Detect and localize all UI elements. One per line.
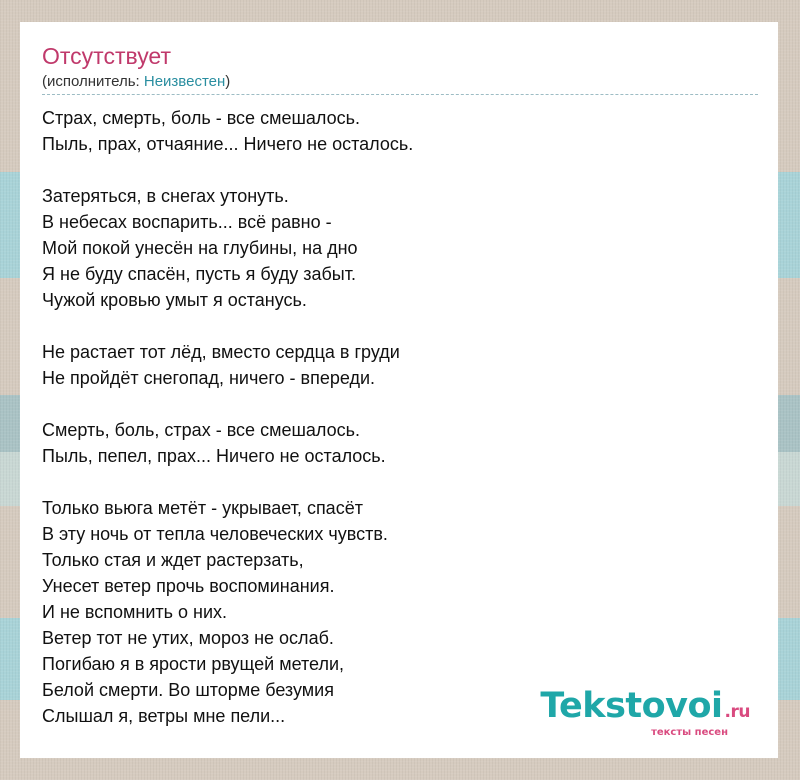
lyrics-text — [42, 105, 756, 729]
lyric-line: Слышал я, ветры мне пели... — [42, 706, 286, 726]
lyrics-card — [20, 22, 778, 758]
logo-tagline: тексты песен — [651, 727, 728, 738]
stanza — [42, 417, 756, 469]
lyric-line: В эту ночь от тепла человеческих чувств. — [42, 524, 388, 544]
song-title: Отсутствует — [42, 43, 171, 69]
site-logo[interactable] — [540, 688, 750, 738]
lyric-line: Пыль, пепел, прах... Ничего не осталось. — [42, 446, 386, 466]
lyric-line: Не растает тот лёд, вместо сердца в груди — [42, 342, 400, 362]
lyric-line: Унесет ветер прочь воспоминания. — [42, 576, 335, 596]
stanza — [42, 183, 756, 313]
stanza — [42, 339, 756, 391]
lyric-line: Страх, смерть, боль - все смешалось. — [42, 108, 360, 128]
lyric-line: Только стая и ждет растерзать, — [42, 550, 304, 570]
lyric-line: Пыль, прах, отчаяние... Ничего не осталось. — [42, 134, 414, 154]
lyric-line: В небесах воспарить... всё равно - — [42, 212, 332, 232]
artist-prefix: (исполнитель: — [42, 73, 144, 90]
lyric-line: Мой покой унесён на глубины, на дно — [42, 238, 358, 258]
logo-wordmark — [540, 688, 750, 730]
artist-suffix: ) — [225, 73, 231, 90]
lyric-line: Только вьюга метёт - укрывает, спасёт — [42, 498, 363, 518]
lyric-line: Погибаю я в ярости рвущей метели, — [42, 654, 345, 674]
lyric-line: Белой смерти. Во шторме безумия — [42, 680, 334, 700]
stanza — [42, 105, 756, 157]
lyric-line: И не вспомнить о них. — [42, 602, 228, 622]
lyric-line: Ветер тот не утих, мороз не ослаб. — [42, 628, 334, 648]
logo-name: Tekstovoi — [540, 686, 723, 726]
logo-tld: .ru — [724, 702, 750, 722]
lyric-line: Смерть, боль, страх - все смешалось. — [42, 420, 360, 440]
lyric-line: Я не буду спасён, пусть я буду забыт. — [42, 264, 356, 284]
artist-link[interactable]: Неизвестен — [143, 73, 226, 90]
lyric-line: Не пройдёт снегопад, ничего - впереди. — [42, 368, 376, 388]
lyric-line: Чужой кровью умыт я останусь. — [42, 290, 307, 310]
artist-line — [42, 72, 758, 95]
lyric-line: Затеряться, в снегах утонуть. — [42, 186, 289, 206]
